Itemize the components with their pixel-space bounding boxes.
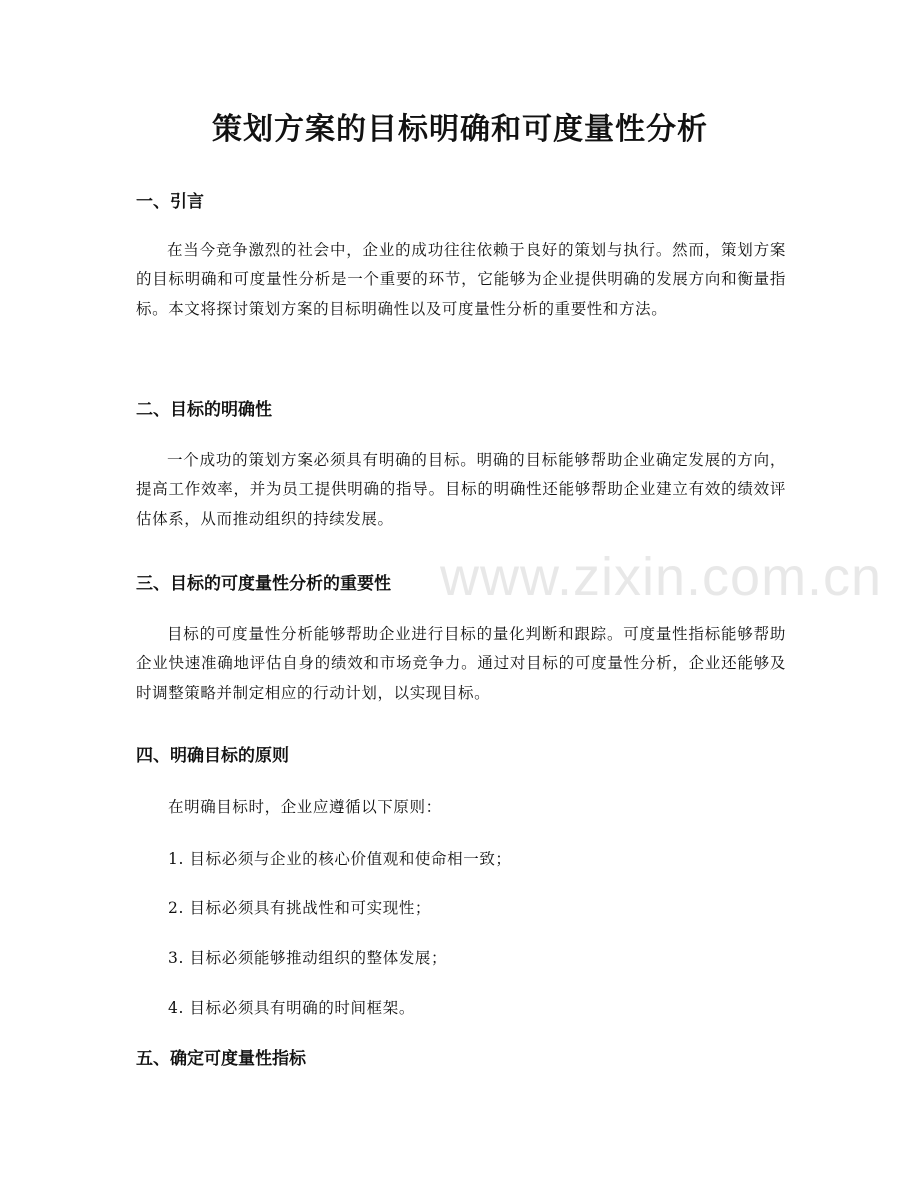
- section-heading-measurable-indicators: 五、确定可度量性指标: [136, 1049, 306, 1069]
- list-item: 4. 目标必须具有明确的时间框架。: [168, 999, 415, 1017]
- list-item: 3. 目标必须能够推动组织的整体发展；: [168, 949, 448, 967]
- list-item: 2. 目标必须具有挑战性和可实现性；: [168, 899, 432, 917]
- list-item: 1. 目标必须与企业的核心价值观和使命相一致；: [168, 850, 512, 868]
- section-paragraph: 在当今竞争激烈的社会中，企业的成功往往依赖于良好的策划与执行。然而，策划方案的目标明确和可度量性分析是一个重要的环节，它能够为企业提供明确的发展方向和衡量指标。本文将探讨策划方案的目标明确性以及可度量性分析的重要性和方法。: [136, 241, 786, 318]
- section-heading-goal-clarity: 二、目标的明确性: [136, 400, 272, 420]
- document-title: 策划方案的目标明确和可度量性分析: [212, 112, 708, 147]
- section-paragraph: 目标的可度量性分析能够帮助企业进行目标的量化判断和跟踪。可度量性指标能够帮助企业快速准确地评估自身的绩效和市场竞争力。通过对目标的可度量性分析，企业还能够及时调整策略并制定相应的行动计划，以实现目标。: [136, 625, 786, 702]
- section-heading-measurability-importance: 三、目标的可度量性分析的重要性: [136, 574, 391, 594]
- section-heading-introduction: 一、引言: [136, 192, 204, 212]
- principles-intro: 在明确目标时，企业应遵循以下原则：: [168, 798, 442, 816]
- section-paragraph: 一个成功的策划方案必须具有明确的目标。明确的目标能够帮助企业确定发展的方向，提高工作效率，并为员工提供明确的指导。目标的明确性还能够帮助企业建立有效的绩效评估体系，从而推动组织的持续发展。: [136, 451, 786, 528]
- section-heading-goal-principles: 四、明确目标的原则: [136, 746, 289, 766]
- watermark: www.zixin.com.cn: [440, 547, 883, 607]
